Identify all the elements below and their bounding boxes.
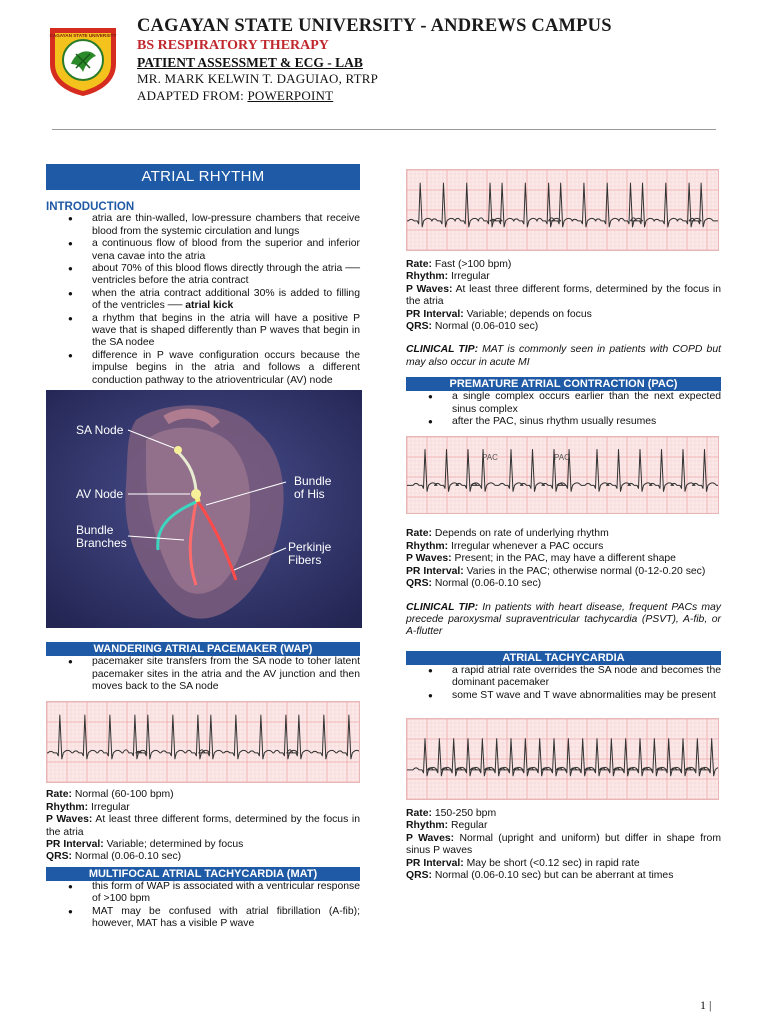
at-p-waves: [406, 833, 721, 858]
field-label: Rate:: [406, 259, 432, 270]
field-value: Present; in the PAC, may have a different shape: [451, 553, 676, 565]
mat-rhythm: [406, 271, 721, 283]
field-value: May be short (<0.12 sec) in rapid rate: [463, 857, 640, 869]
pac-strip-label: PAC: [482, 453, 498, 463]
atrial-kick-term: atrial kick: [185, 300, 234, 312]
field-label: QRS:: [406, 578, 432, 590]
heart-conduction-image: [46, 390, 362, 628]
field-label: P Waves:: [406, 832, 455, 844]
list-item: ● a rhythm that begins in the atria will have a positive P wave that is shaped differently than P waves that begin in the SA nodee: [46, 313, 360, 350]
clinical-tip-text: MAT is commonly seen in patients with COPD but may also occur in acute MI: [406, 344, 721, 368]
perkinje-label-2: Fibers: [288, 553, 322, 568]
mat-qrs: [406, 321, 721, 333]
field-label: PR Interval:: [406, 857, 464, 869]
field-value: 150-250 bpm: [431, 807, 497, 819]
university-name: CAGAYAN STATE UNIVERSITY - ANDREWS CAMPUS: [137, 16, 612, 36]
field-label: P Waves:: [46, 814, 93, 826]
pac-rate: [406, 528, 721, 540]
ecg-strip-pac: [406, 436, 719, 514]
pac-rhythm: [406, 541, 721, 553]
field-label: PR Interval:: [46, 838, 104, 850]
perkinje-label: Perkinje: [288, 540, 332, 555]
pac-section-title: PREMATURE ATRIAL CONTRACTION (PAC): [406, 377, 721, 391]
at-rhythm: [406, 820, 721, 832]
university-logo: [46, 24, 120, 98]
pac-p-waves: [406, 553, 721, 565]
at-rate: [406, 808, 721, 820]
intro-heading: INTRODUCTION: [46, 201, 135, 213]
list-item: ● MAT may be confused with atrial fibrillation (A-fib); however, MAT has a visible P wave: [46, 906, 360, 931]
wap-p-waves: [46, 814, 360, 839]
page-number: 1 |: [700, 998, 712, 1012]
field-label: Rate:: [406, 807, 432, 819]
sa-node-label: SA Node: [76, 423, 124, 438]
adapted-source: POWERPOINT: [247, 88, 334, 103]
field-label: PR Interval:: [406, 308, 464, 320]
field-value: Normal (0.06-010 sec): [431, 321, 539, 333]
ecg-strip-mat: [406, 169, 719, 251]
at-qrs: [406, 870, 721, 882]
pac-qrs: [406, 578, 721, 590]
field-value: Irregular whenever a PAC occurs: [448, 540, 604, 552]
list-item: ● after the PAC, sinus rhythm usually resumes: [406, 416, 721, 428]
field-value: Normal (0.06-0.10 sec): [431, 578, 542, 590]
at-pr-interval: [406, 858, 721, 870]
field-value: Normal (0.06-0.10 sec) but can be aberrant at times: [431, 869, 674, 881]
list-item: ● a rapid atrial rate overrides the SA node and becomes the dominant pacemaker: [406, 665, 721, 690]
field-value: Variable; determined by focus: [103, 838, 244, 850]
mat-clinical-tip: [406, 344, 721, 369]
logo-ring-text: CAGAYAN STATE UNIVERSITY: [49, 33, 117, 38]
field-value: Regular: [448, 820, 488, 832]
field-label: PR Interval:: [406, 565, 464, 577]
clinical-tip-label: CLINICAL TIP:: [406, 601, 479, 613]
ecg-strip-atrial-tachycardia: [406, 718, 719, 800]
bundle-branches-label: Bundle: [76, 523, 114, 538]
field-value: Varies in the PAC; otherwise normal (0-12-0.20 sec): [463, 565, 706, 577]
list-item: ● pacemaker site transfers from the SA node to toher latent pacemaker sites in the atria and the AV junction and then moves back to the SA node: [46, 656, 360, 693]
mat-section-title: MULTIFOCAL ATRIAL TACHYCARDIA (MAT): [46, 867, 360, 881]
bundle-of-his-label-2: of His: [294, 487, 325, 502]
at-fields: [406, 808, 721, 882]
wap-pr-interval: [46, 839, 360, 851]
wap-rate: [46, 789, 360, 801]
pac-list: [406, 391, 721, 428]
adapted-from: [137, 88, 333, 104]
pac-strip-label-2: PAC: [554, 453, 570, 463]
field-label: Rate:: [406, 528, 432, 540]
field-label: P Waves:: [406, 283, 453, 295]
field-value: Depends on rate of underlying rhythm: [431, 528, 609, 540]
field-value: Normal (0.06-0.10 sec): [71, 851, 182, 863]
field-value: Normal (60-100 bpm): [71, 789, 174, 801]
field-label: QRS:: [406, 321, 432, 333]
pac-pr-interval: [406, 566, 721, 578]
field-value: Normal (upright and uniform) but differ in shape from sinus P waves: [406, 832, 721, 857]
left-column: [46, 164, 360, 930]
instructor-name: MR. MARK KELWIN T. DAGUIAO, RTRP: [137, 71, 379, 86]
page-title: ATRIAL RHYTHM: [46, 164, 360, 190]
list-item: ● about 70% of this blood flows directly through the atria ── ventricles before the atria contract: [46, 263, 360, 288]
adapted-prefix: ADAPTED FROM:: [137, 88, 248, 103]
bundle-branches-label-2: Branches: [76, 536, 127, 551]
wap-list: [46, 656, 360, 693]
list-item-text: when the atria contract additional 30% is added to filling of the ventricles ──: [92, 287, 360, 312]
field-label: P Waves:: [406, 553, 452, 565]
field-label: QRS:: [406, 869, 432, 881]
wap-fields: [46, 789, 360, 863]
at-section-title: ATRIAL TACHYCARDIA: [406, 651, 721, 665]
clinical-tip-label: CLINICAL TIP:: [406, 344, 479, 356]
clinical-tip-text: In patients with heart disease, frequent PACs may precede paroxysmal supraventricular tachycardia (PSVT), A-fib, or A-flutter: [406, 601, 722, 638]
program-name: BS RESPIRATORY THERAPY: [137, 38, 329, 53]
header-divider: [52, 129, 716, 130]
field-value: Irregular: [448, 271, 490, 283]
pac-fields: [406, 528, 721, 590]
wap-rhythm: [46, 802, 360, 814]
field-value: Variable; depends on focus: [463, 308, 592, 320]
mat-p-waves: [406, 284, 721, 309]
list-item: ● some ST wave and T wave abnormalities may be present: [406, 690, 721, 702]
field-label: QRS:: [46, 851, 72, 863]
at-list: [406, 665, 721, 702]
field-value: Fast (>100 bpm): [431, 259, 512, 270]
list-item: ● a single complex occurs earlier than the next expected sinus complex: [406, 391, 721, 416]
av-node-label: AV Node: [76, 487, 124, 502]
list-item: [46, 288, 360, 313]
intro-list: [46, 213, 360, 387]
list-item: ● difference in P wave configuration occurs because the impulse begins in the atria and follows a different conduction pathway to the atrioventricular (AV) node: [46, 350, 360, 387]
ecg-strip-wap: [46, 701, 360, 783]
field-value: Irregular: [88, 801, 130, 813]
list-item: ● a continuous flow of blood from the superior and inferior vena cavae into the atria: [46, 238, 360, 263]
wap-section-title: WANDERING ATRIAL PACEMAKER (WAP): [46, 642, 360, 656]
mat-fields: [406, 259, 721, 333]
field-label: Rhythm:: [406, 540, 449, 552]
field-label: Rhythm:: [406, 820, 449, 832]
field-value: At least three different forms, determined by the focus in the atria: [406, 283, 721, 308]
list-item: ● atria are thin-walled, low-pressure chambers that receive blood from the systemic circulation and lungs: [46, 213, 360, 238]
list-item: ● this form of WAP is associated with a ventricular response of >100 bpm: [46, 881, 360, 906]
wap-qrs: [46, 851, 360, 863]
field-label: Rate:: [46, 789, 72, 801]
field-value: At least three different forms, determined by the focus in the atria: [46, 814, 360, 838]
right-column: [406, 164, 721, 882]
field-label: Rhythm:: [406, 271, 449, 283]
course-name: PATIENT ASSESSMET & ECG - LAB: [137, 55, 363, 70]
mat-rate: [406, 259, 721, 271]
mat-list: [46, 881, 360, 931]
mat-pr-interval: [406, 309, 721, 321]
field-label: Rhythm:: [46, 801, 89, 813]
pac-clinical-tip: [406, 602, 721, 639]
bundle-of-his-label: Bundle: [294, 474, 332, 489]
